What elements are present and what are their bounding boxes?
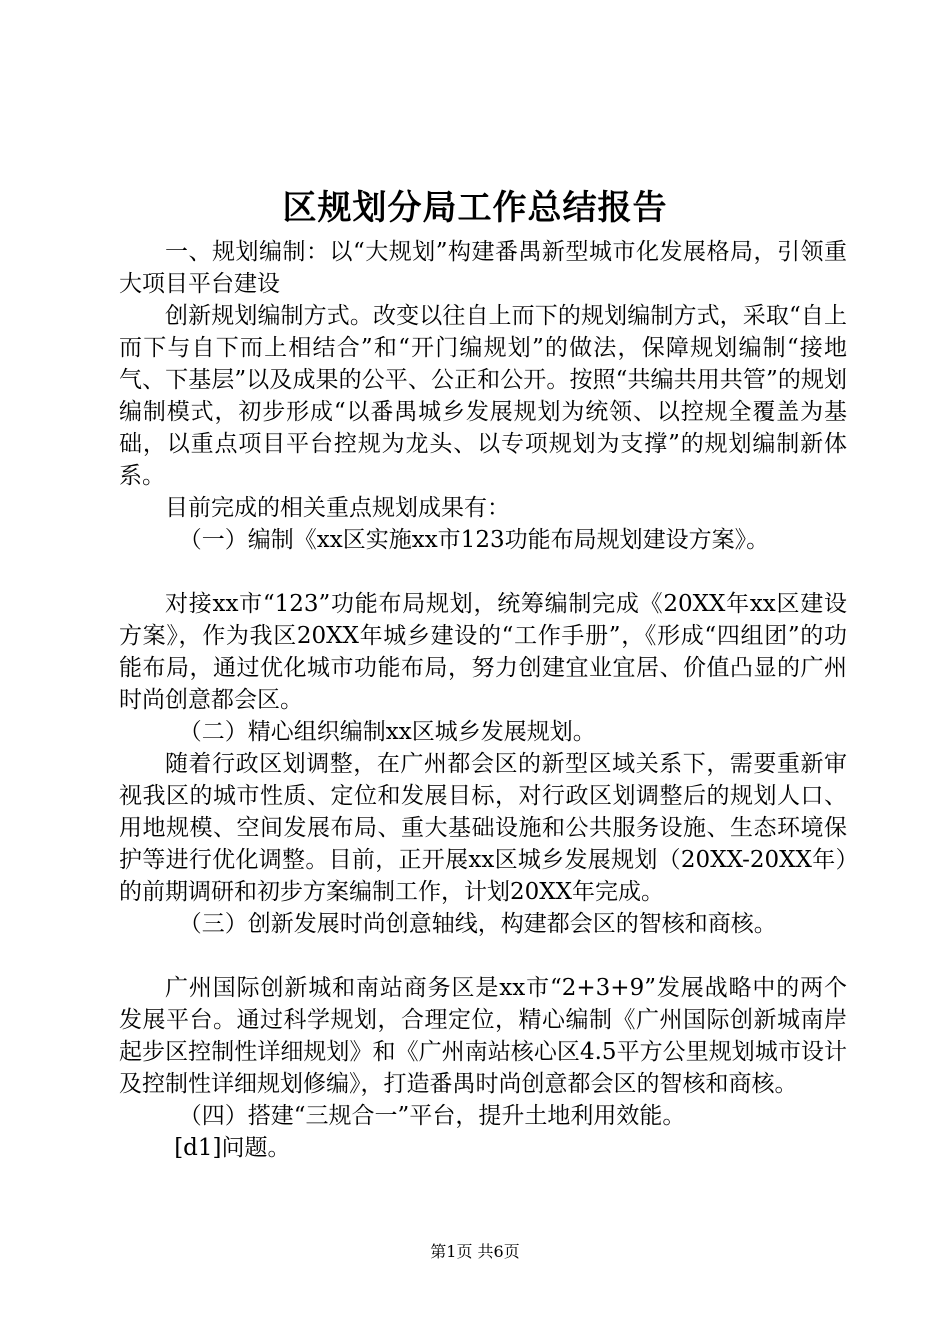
- body-paragraph: 创新规划编制方式。改变以往自上而下的规划编制方式，采取“自上而下与自下而上相结合”和“开门编规划”的做法，保障规划编制“接地气、下基层”以及成果的公平、公正和公开。按照“共编共用共管”的规划编制模式，初步形成“以番禺城乡发展规划为统领、以控规全覆盖为基础，以重点项目平台控规为龙头、以专项规划为支撑”的规划编制新体系。: [119, 303, 847, 489]
- section-heading-1: 一、规划编制：以“大规划”构建番禺新型城市化发展格局，引领重大项目平台建设: [119, 239, 847, 297]
- subsection-heading-4: （四）搭建“三规合一”平台，提升土地利用效能。: [178, 1103, 686, 1129]
- document-body: [119, 236, 847, 1164]
- comment-paragraph: [d1]问题。: [174, 1135, 291, 1161]
- body-paragraph: 对接xx市“123”功能布局规划，统筹编制完成《20XX年xx区建设方案》，作为我区20XX年城乡建设的“工作手册”，《形成“四组团”的功能布局，通过优化城市功能布局，努力创建宜业宜居、价值凸显的广州时尚创意都会区。: [119, 591, 847, 713]
- body-paragraph: 目前完成的相关重点规划成果有：: [165, 495, 510, 521]
- subsection-heading-1: （一）编制《xx区实施xx市123功能布局规划建设方案》。: [178, 527, 770, 553]
- body-paragraph: 随着行政区划调整，在广州都会区的新型区域关系下，需要重新审视我区的城市性质、定位和发展目标，对行政区划调整后的规划人口、用地规模、空间发展布局、重大基础设施和公共服务设施、生态环境保护等进行优化调整。目前，正开展xx区城乡发展规划（20XX-20XX年）的前期调研和初步方案编制工作，计划20XX年完成。: [119, 751, 847, 905]
- subsection-heading-2: （二）精心组织编制xx区城乡发展规划。: [178, 719, 596, 745]
- subsection-heading-3: （三）创新发展时尚创意轴线，构建都会区的智核和商核。: [178, 911, 777, 937]
- page-number-footer: 第1页 共6页: [430, 1242, 520, 1261]
- body-paragraph: 广州国际创新城和南站商务区是xx市“2+3+9”发展战略中的两个发展平台。通过科学规划，合理定位，精心编制《广州国际创新城南岸起步区控制性详细规划》和《广州南站核心区4.5平方公里规划城市设计及控制性详细规划修编》，打造番禺时尚创意都会区的智核和商核。: [119, 975, 847, 1097]
- document-title: 区规划分局工作总结报告: [282, 188, 668, 228]
